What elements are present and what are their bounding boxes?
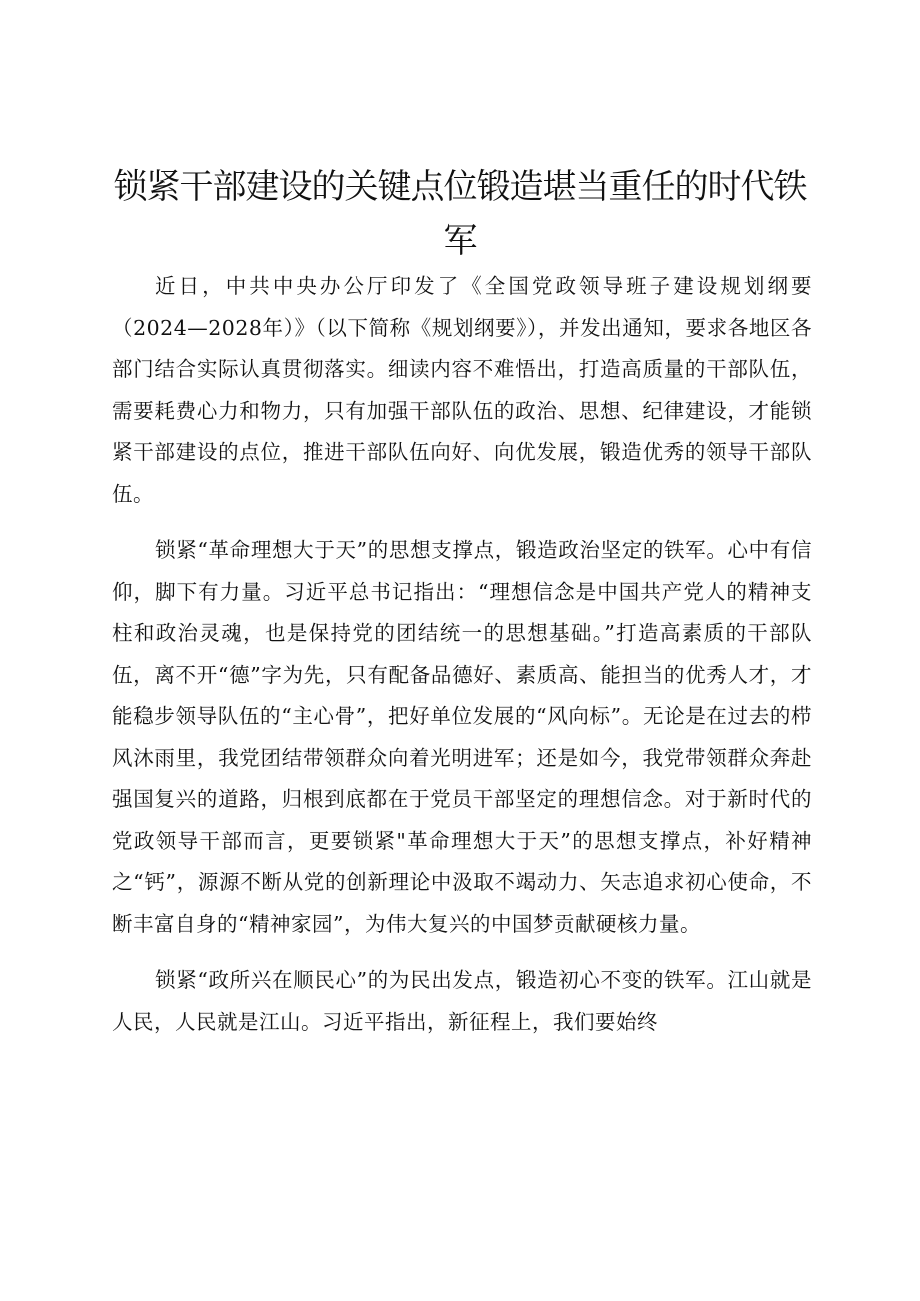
paragraph-ideals: 锁紧“革命理想大于天”的思想支撑点，锻造政治坚定的铁军。心中有信仰，脚下有力量。习近平总书记指出：“理想信念是中国共产党人的精神支柱和政治灵魂，也是保持党的团结统一的思想基础。”打造高素质的干部队伍，离不开“德”字为先，只有配备品德好、素质高、能担当的优秀人才，才能稳步领导队伍的“主心骨”，把好单位发展的“风向标”。无论是在过去的栉风沐雨里，我党团结带领群众向着光明进军；还是如今，我党带领群众奔赴强国复兴的道路，归根到底都在于党员干部坚定的理想信念。对于新时代的党政领导干部而言，更要锁紧"革命理想大于天”的思想支撑点，补好精神之“钙”，源源不断从党的创新理论中汲取不竭动力、矢志追求初心使命，不断丰富自身的“精神家园”，为伟大复兴的中国梦贡献硬核力量。 <box>112 538 812 936</box>
paragraph-people: 锁紧“政所兴在顺民心”的为民出发点，锻造初心不变的铁军。江山就是人民，人民就是江山。习近平指出，新征程上，我们要始终 <box>112 968 812 1034</box>
document-body <box>112 266 812 1043</box>
paragraph-intro: 近日，中共中央办公厅印发了《全国党政领导班子建设规划纲要（2024—2028年）》（以下简称《规划纲要》），并发出通知，要求各地区各部门结合实际认真贯彻落实。细读内容不难悟出，打造高质量的干部队伍，需要耗费心力和物力，只有加强干部队伍的政治、思想、纪律建设，才能锁紧干部建设的点位，推进干部队伍向好、向优发展，锻造优秀的领导干部队伍。 <box>112 274 812 506</box>
document-title: 锁紧干部建设的关键点位锻造堪当重任的时代铁军 <box>113 167 807 261</box>
